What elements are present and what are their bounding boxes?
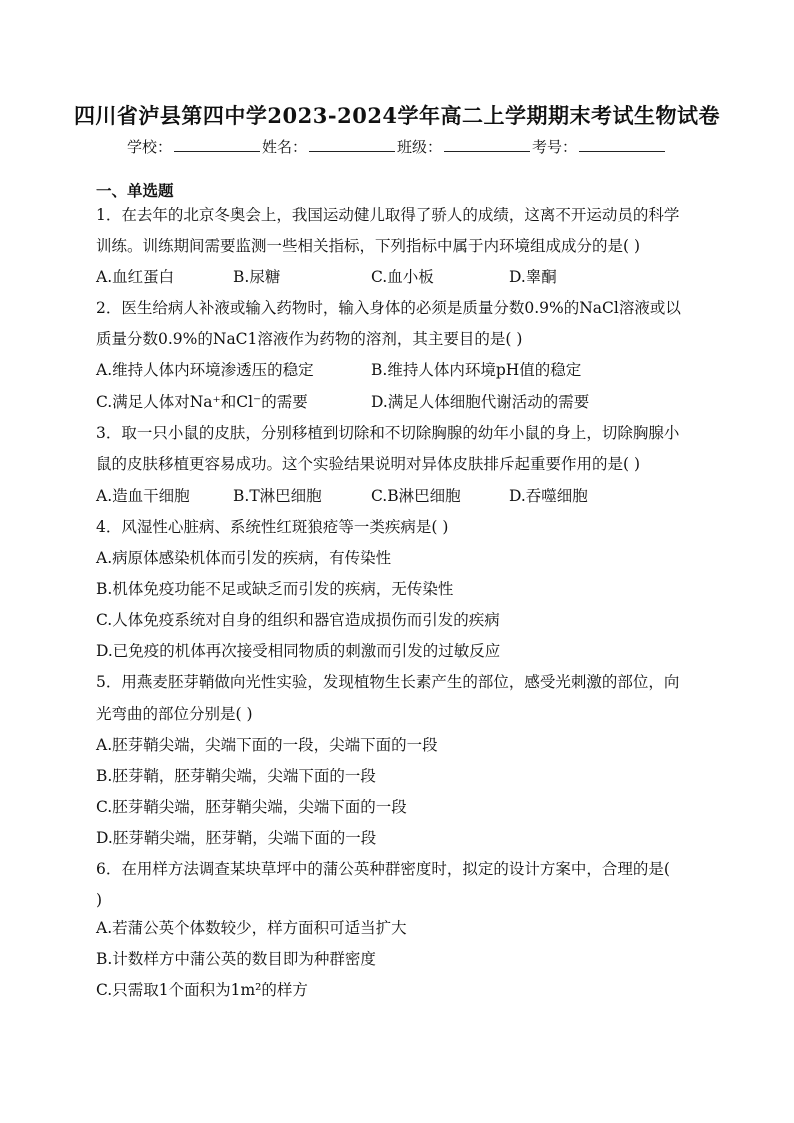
question-5-option-d: D.胚芽鞘尖端，胚芽鞘，尖端下面的一段 <box>96 829 377 847</box>
question-3-line-2: 鼠的皮肤移植更容易成功。这个实验结果说明对异体皮肤排斥起重要作用的是( ) <box>96 455 641 473</box>
class-blank[interactable] <box>444 137 530 152</box>
question-6-option-b: B.计数样方中蒲公英的数目即为种群密度 <box>96 950 376 968</box>
question-1-line-1: 1．在去年的北京冬奥会上，我国运动健儿取得了骄人的成绩，这离不开运动员的科学 <box>96 206 680 224</box>
school-blank[interactable] <box>174 137 260 152</box>
number-blank[interactable] <box>579 137 665 152</box>
question-2-option-c: C.满足人体对Na⁺和Cl⁻的需要 <box>96 393 308 411</box>
question-3-option-d: D.吞噬细胞 <box>509 487 588 505</box>
question-2-option-d: D.满足人体细胞代谢活动的需要 <box>371 393 590 411</box>
question-4-line-1: 4．风湿性心脏病、系统性红斑狼疮等一类疾病是( ) <box>96 518 449 536</box>
exam-title: 四川省泸县第四中学2023-2024学年高二上学期期末考试生物试卷 <box>73 103 721 128</box>
question-3-line-1: 3．取一只小鼠的皮肤，分别移植到切除和不切除胸腺的幼年小鼠的身上，切除胸腺小 <box>96 424 680 442</box>
question-1-line-2: 训练。训练期间需要监测一些相关指标，下列指标中属于内环境组成成分的是( ) <box>96 237 641 255</box>
question-6-option-c: C.只需取1个面积为1m²的样方 <box>96 981 308 999</box>
question-6-line-1: 6．在用样方法调查某块草坪中的蒲公英种群密度时，拟定的设计方案中，合理的是( <box>96 860 670 878</box>
section-heading: 一、单选题 <box>96 181 174 200</box>
question-1-option-b: B.尿糖 <box>233 268 281 286</box>
question-5-option-c: C.胚芽鞘尖端，胚芽鞘尖端，尖端下面的一段 <box>96 798 407 816</box>
question-4-option-b: B.机体免疫功能不足或缺乏而引发的疾病，无传染性 <box>96 580 454 598</box>
question-4-option-d: D.已免疫的机体再次接受相同物质的刺激而引发的过敏反应 <box>96 642 501 660</box>
question-1-option-a: A.血红蛋白 <box>96 268 175 286</box>
school-label: 学校： <box>126 138 172 156</box>
question-4-option-a: A.病原体感染机体而引发的疾病，有传染性 <box>96 549 392 567</box>
name-blank[interactable] <box>309 137 395 152</box>
question-5-option-a: A.胚芽鞘尖端，尖端下面的一段，尖端下面的一段 <box>96 736 438 754</box>
question-5-line-1: 5．用燕麦胚芽鞘做向光性实验，发现植物生长素产生的部位，感受光刺激的部位，向 <box>96 673 680 691</box>
question-6-line-2: ) <box>96 891 103 909</box>
question-5-option-b: B.胚芽鞘，胚芽鞘尖端，尖端下面的一段 <box>96 767 376 785</box>
question-3-option-a: A.造血干细胞 <box>96 487 190 505</box>
question-6-option-a: A.若蒲公英个体数较少，样方面积可适当扩大 <box>96 919 407 937</box>
question-1-option-c: C.血小板 <box>371 268 434 286</box>
question-4-option-c: C.人体免疫系统对自身的组织和器官造成损伤而引发的疾病 <box>96 611 500 629</box>
question-1-option-d: D.睾酮 <box>509 268 557 286</box>
question-3-option-c: C.B淋巴细胞 <box>371 487 461 505</box>
name-label: 姓名： <box>261 138 307 156</box>
question-2-line-2: 质量分数0.9%的NaC1溶液作为药物的溶剂，其主要目的是( ) <box>96 330 523 348</box>
question-2-line-1: 2．医生给病人补液或输入药物时，输入身体的必须是质量分数0.9%的NaCl溶液或以 <box>96 299 681 317</box>
question-5-line-2: 光弯曲的部位分别是( ) <box>96 705 253 723</box>
question-3-option-b: B.T淋巴细胞 <box>233 487 322 505</box>
number-label: 考号： <box>532 138 578 156</box>
student-info-row <box>0 136 794 157</box>
question-2-option-b: B.维持人体内环境pH值的稳定 <box>371 361 582 379</box>
question-2-option-a: A.维持人体内环境渗透压的稳定 <box>96 361 314 379</box>
class-label: 班级： <box>397 138 443 156</box>
